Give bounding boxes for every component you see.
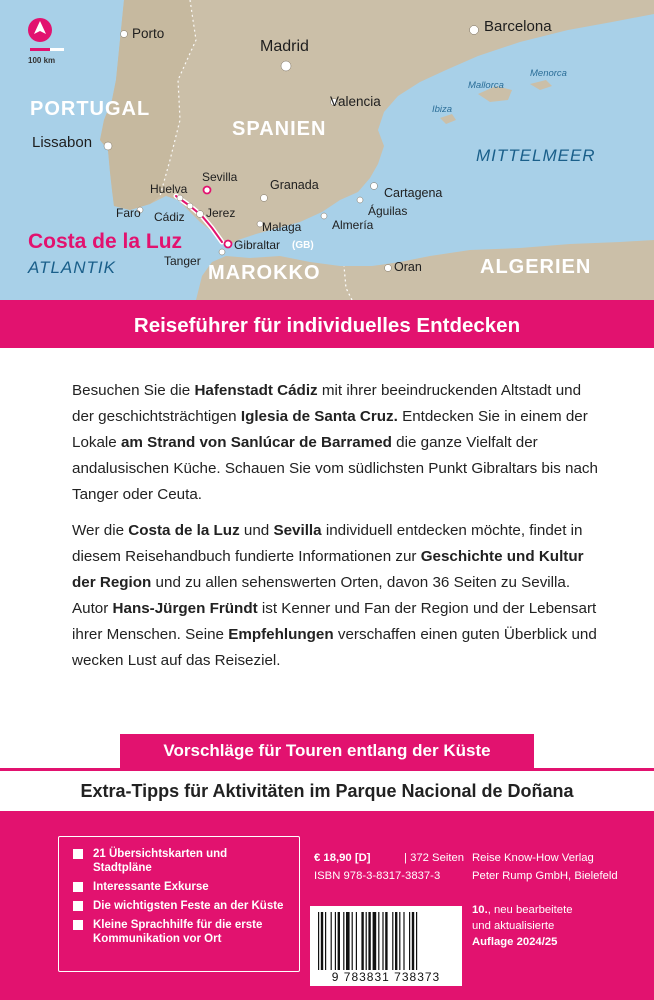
bullet-square-icon xyxy=(73,901,83,911)
barcode-bar xyxy=(395,912,397,970)
feature-item xyxy=(69,918,289,946)
edition-text-2: und aktualisierte xyxy=(472,920,555,932)
region-title: Costa de la Luz xyxy=(28,230,183,253)
barcode-bar xyxy=(321,912,323,970)
bullet-square-icon xyxy=(73,882,83,892)
dot-lissabon xyxy=(104,142,112,150)
body-text-run: Autor xyxy=(72,600,113,617)
dot-porto xyxy=(121,31,128,38)
tagline-band xyxy=(0,300,654,348)
country-spanien: SPANIEN xyxy=(232,118,327,140)
dot-cartagena xyxy=(371,183,378,190)
body-text-run: und zu allen sehenswerten Orten, davon 36 Seiten zu Sevilla. xyxy=(151,574,571,591)
body-text-run: individuell entdecken möchte, findet in diesem Reisehandbuch fundierte Informationen zur xyxy=(72,522,583,565)
feature-label: Interessante Exkurse xyxy=(93,881,209,893)
emphasis-text: Costa de la Luz xyxy=(128,522,240,539)
dot-oran xyxy=(385,265,392,272)
city-almeria: Almería xyxy=(332,218,374,232)
tour-banner-text: Vorschläge für Touren entlang der Küste xyxy=(163,741,491,760)
island-mallorca: Mallorca xyxy=(468,80,504,91)
emphasis-text: am Strand von Sanlúcar de Barramed xyxy=(120,434,392,451)
dot-madrid xyxy=(281,61,291,71)
edition-number: 10. xyxy=(472,904,488,916)
barcode-bar xyxy=(331,912,332,970)
city-gibraltar: Gibraltar xyxy=(234,238,281,252)
feature-item xyxy=(69,880,289,894)
edition-info xyxy=(472,902,573,950)
barcode-bar xyxy=(356,912,357,970)
body-text-run: verschaffen einen guten Überblick und wecken Lust auf das Reiseziel. xyxy=(72,626,597,669)
isbn-barcode xyxy=(310,906,462,986)
dot-jerez xyxy=(197,211,204,218)
feature-item xyxy=(69,899,289,913)
feature-label: 21 Übersichtskarten und Stadtpläne xyxy=(93,848,228,874)
page-count: | 372 Seiten xyxy=(404,852,465,864)
barcode-bar xyxy=(382,912,383,970)
feature-label: Kleine Sprachhilfe für die erste Kommunikation vor Ort xyxy=(93,919,263,945)
city-tanger: Tanger xyxy=(164,254,201,268)
iberia-landmass xyxy=(0,0,654,246)
body-text-run: und xyxy=(239,522,274,539)
city-malaga: Malaga xyxy=(262,220,302,234)
city-faro: Faro xyxy=(116,206,141,220)
dot-cadiz xyxy=(187,203,193,209)
city-madrid: Madrid xyxy=(260,38,309,55)
isbn: ISBN 978-3-8317-3837-3 xyxy=(314,870,441,882)
city-valencia: Valencia xyxy=(330,94,381,109)
city-lissabon: Lissabon xyxy=(32,134,93,151)
emphasis-text: Hans-Jürgen Fründt xyxy=(112,600,258,617)
city-cadiz: Cádiz xyxy=(154,210,185,224)
city-granada: Granada xyxy=(270,178,319,192)
emphasis-text: Geschichte und Kultur der Region xyxy=(72,548,584,591)
ibiza-island xyxy=(440,114,456,124)
overview-map xyxy=(0,0,654,300)
features-box xyxy=(58,836,300,972)
publisher-line-1: Reise Know-How Verlag xyxy=(472,852,594,864)
emphasis-text: Empfehlungen xyxy=(228,626,334,643)
barcode-digits: 9 783831 738373 xyxy=(331,970,441,984)
price: € 18,90 [D] xyxy=(314,852,371,864)
scale-bar-white xyxy=(50,48,64,51)
dot-gibraltar xyxy=(225,241,232,248)
dot-aguilas xyxy=(357,197,363,203)
feature-label: Die wichtigsten Feste an der Küste xyxy=(93,900,284,912)
barcode-bar xyxy=(368,912,370,970)
body-text-run: Wer die xyxy=(72,522,129,539)
city-cartagena: Cartagena xyxy=(384,186,443,200)
barcode-bar xyxy=(352,912,353,970)
barcode-bar xyxy=(416,912,417,970)
barcode-bar xyxy=(361,912,363,970)
barcode-bar xyxy=(392,912,393,970)
feature-item xyxy=(69,847,289,875)
city-aguilas: Águilas xyxy=(368,204,408,218)
body-text-run: die ganze Vielfalt der andalusischen Küche. Schauen Sie vom südlichsten Punkt Gibraltars bis nach Tanger oder Ceuta. xyxy=(72,434,598,503)
city-porto: Porto xyxy=(132,26,165,41)
city-gibraltar-gb: (GB) xyxy=(292,240,314,251)
barcode-bar xyxy=(335,912,336,970)
sea-atlantik: ATLANTIK xyxy=(28,258,116,277)
island-ibiza: Ibiza xyxy=(432,104,453,115)
scale-label: 100 km xyxy=(28,56,56,65)
scale-bar-red xyxy=(30,48,50,51)
barcode-bars xyxy=(310,910,462,974)
city-oran: Oran xyxy=(394,260,422,274)
description-paragraph-1 xyxy=(72,378,602,508)
emphasis-text: Hafenstadt Cádiz xyxy=(194,382,318,399)
island-menorca: Menorca xyxy=(530,68,567,79)
dot-tanger xyxy=(219,249,225,255)
menorca-island xyxy=(530,80,552,90)
edition-text-3: Auflage 2024/25 xyxy=(472,936,558,948)
body-text-run: mit ihrer beeindruckenden Altstadt und der geschichtsträchtigen xyxy=(72,382,582,425)
barcode-bar xyxy=(373,912,377,970)
barcode-bar xyxy=(346,912,350,970)
emphasis-text: Sevilla xyxy=(273,522,322,539)
bullet-square-icon xyxy=(73,920,83,930)
description-paragraph-2 xyxy=(72,518,602,596)
barcode-bar xyxy=(409,912,410,970)
barcode-bar xyxy=(318,912,319,970)
emphasis-text: Iglesia de Santa Cruz. xyxy=(240,408,398,425)
publisher-line-2: Peter Rump GmbH, Bielefeld xyxy=(472,870,618,882)
country-marokko: MAROKKO xyxy=(208,262,321,284)
barcode-bar xyxy=(325,912,326,970)
city-barcelona: Barcelona xyxy=(484,18,552,35)
city-huelva: Huelva xyxy=(150,182,188,196)
sea-mittelmeer: MITTELMEER xyxy=(476,146,596,165)
barcode-bar xyxy=(385,912,387,970)
bullet-square-icon xyxy=(73,849,83,859)
body-text-run: Besuchen Sie die xyxy=(72,382,195,399)
tour-banner xyxy=(120,734,534,768)
dot-granada xyxy=(261,195,268,202)
country-portugal: PORTUGAL xyxy=(30,98,151,120)
body-text-run: Entdecken Sie in einem der Lokale xyxy=(72,408,588,451)
barcode-bar xyxy=(412,912,414,970)
barcode-bar xyxy=(378,912,379,970)
barcode-bar xyxy=(399,912,400,970)
tagline-text: Reiseführer für individuelles Entdecken xyxy=(133,314,521,337)
description xyxy=(72,378,602,684)
dot-barcelona xyxy=(470,26,479,35)
dot-almeria xyxy=(321,213,327,219)
barcode-bar xyxy=(343,912,344,970)
body-text-run: ist Kenner und Fan der Region und der Lebensart ihrer Menschen. Seine xyxy=(72,600,597,643)
extra-tips-banner xyxy=(0,768,654,814)
barcode-bar xyxy=(403,912,404,970)
barcode-bar xyxy=(366,912,367,970)
country-algerien: ALGERIEN xyxy=(480,256,592,278)
city-jerez: Jerez xyxy=(206,206,236,220)
barcode-bar xyxy=(338,912,340,970)
extra-tips-text: Extra-Tipps für Aktivitäten im Parque Nacional de Doñana xyxy=(80,781,574,801)
city-sevilla: Sevilla xyxy=(202,170,238,184)
edition-text-1: , neu bearbeitete xyxy=(487,904,573,916)
dot-sevilla xyxy=(204,187,211,194)
description-paragraph-3 xyxy=(72,596,602,674)
